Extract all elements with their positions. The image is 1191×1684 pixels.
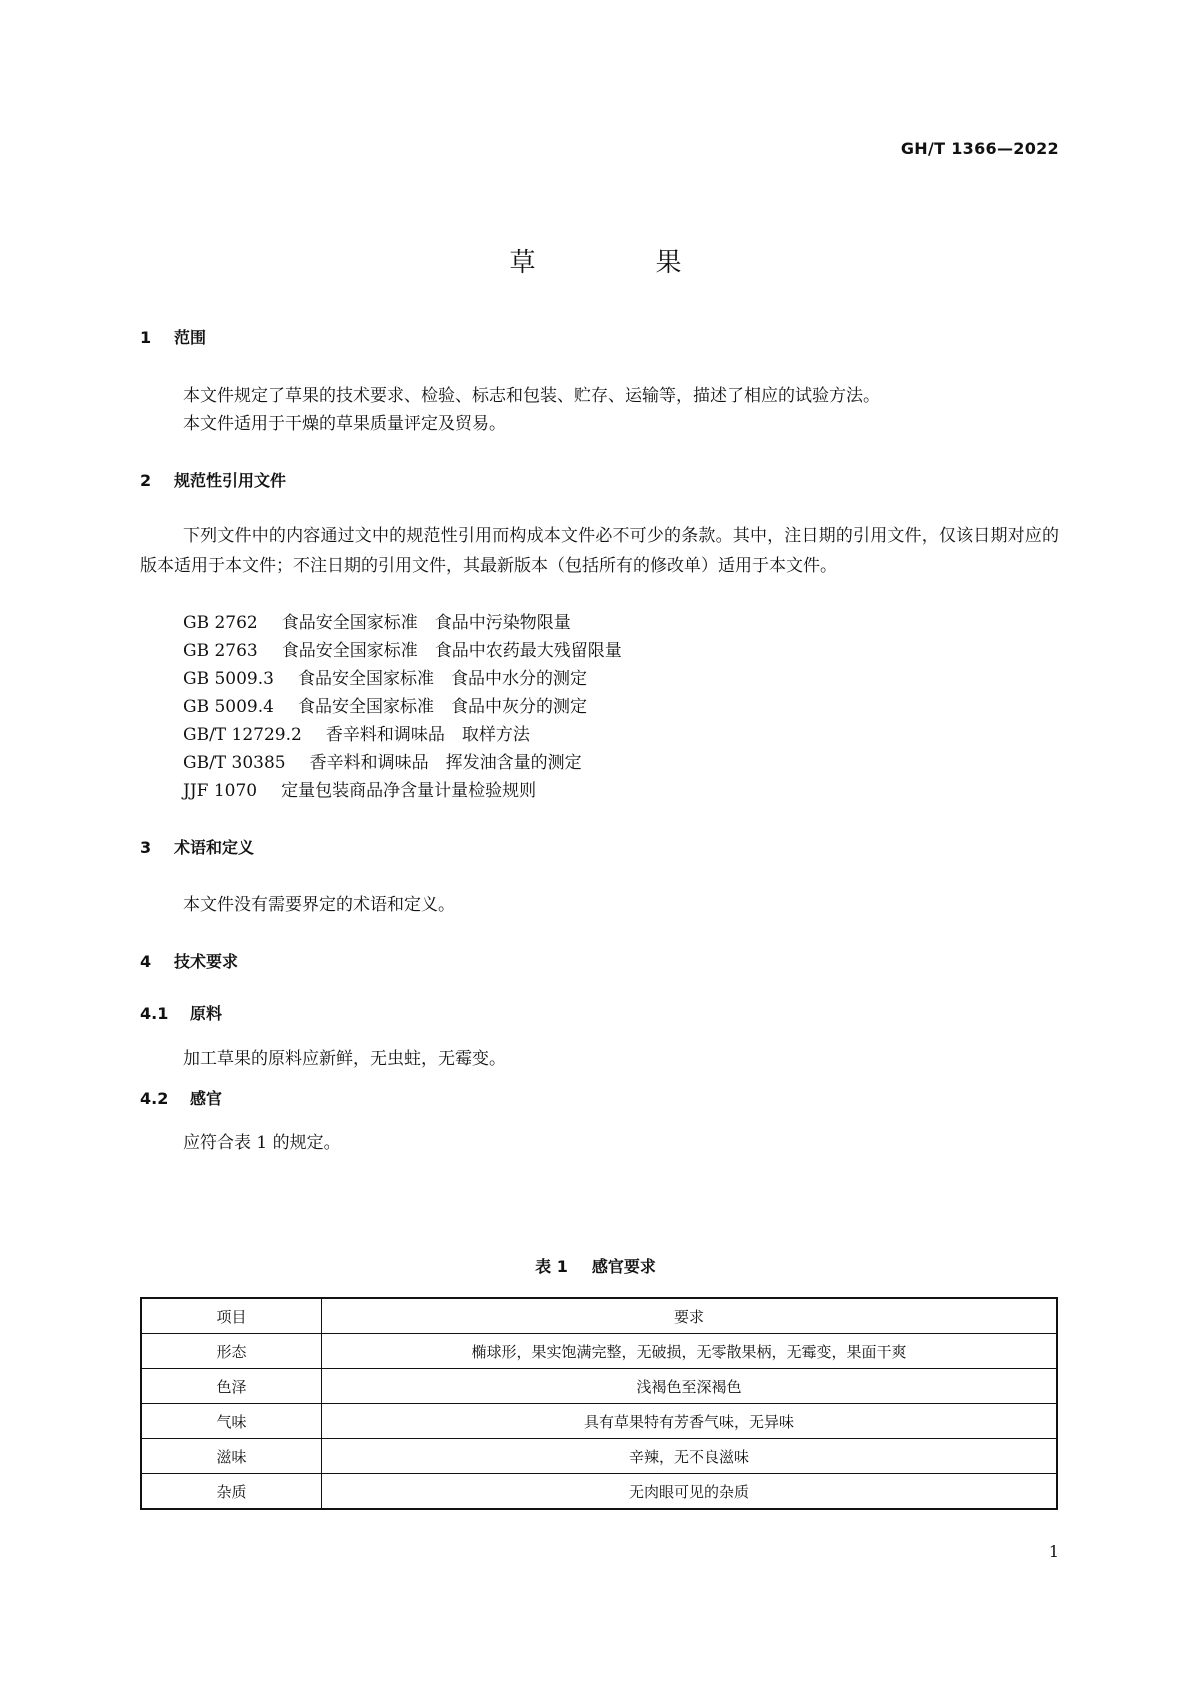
subsection-number: 4.2 xyxy=(140,1089,169,1108)
table-cell-requirement: 浅褐色至深褐色 xyxy=(322,1369,1058,1404)
section-2-heading xyxy=(140,468,286,491)
normative-reference xyxy=(183,776,536,801)
reference-code: JJF 1070 xyxy=(183,781,258,801)
table-cell-requirement: 具有草果特有芳香气味，无异味 xyxy=(322,1404,1058,1439)
section-1-heading xyxy=(140,325,206,348)
section-3-paragraph: 本文件没有需要界定的术语和定义。 xyxy=(183,895,455,915)
reference-title: 香辛料和调味品 挥发油含量的测定 xyxy=(309,753,582,773)
normative-reference xyxy=(183,748,582,773)
column-header-requirement: 要求 xyxy=(322,1298,1058,1334)
table-cell-requirement: 无肉眼可见的杂质 xyxy=(322,1474,1058,1510)
table-row xyxy=(141,1474,1057,1510)
reference-title: 食品安全国家标准 食品中灰分的测定 xyxy=(297,697,587,717)
reference-title: 食品安全国家标准 食品中水分的测定 xyxy=(297,669,587,689)
subsection-title: 原料 xyxy=(190,1004,223,1023)
table-row xyxy=(141,1369,1057,1404)
reference-code: GB/T 12729.2 xyxy=(183,725,302,745)
table-row xyxy=(141,1439,1057,1474)
subsection-4-2-heading xyxy=(140,1086,222,1109)
reference-code: GB 5009.4 xyxy=(183,697,274,717)
table-caption-number: 表 1 xyxy=(535,1257,568,1276)
subsection-4-1-heading xyxy=(140,1001,222,1024)
normative-reference xyxy=(183,720,530,745)
table-row xyxy=(141,1334,1057,1369)
table-caption-title: 感官要求 xyxy=(591,1257,656,1276)
reference-title: 香辛料和调味品 取样方法 xyxy=(325,725,530,745)
normative-reference xyxy=(183,664,587,689)
reference-code: GB 5009.3 xyxy=(183,669,274,689)
normative-reference xyxy=(183,636,622,661)
subsection-4-2-paragraph: 应符合表 1 的规定。 xyxy=(183,1133,341,1153)
table-caption xyxy=(0,1254,1191,1277)
table-cell-requirement: 辛辣，无不良滋味 xyxy=(322,1439,1058,1474)
reference-code: GB 2762 xyxy=(183,613,258,633)
column-header-item: 项目 xyxy=(141,1298,322,1334)
section-1-paragraph-1: 本文件规定了草果的技术要求、检验、标志和包装、贮存、运输等，描述了相应的试验方法。 xyxy=(183,386,880,406)
section-4-heading xyxy=(140,949,238,972)
section-3-heading xyxy=(140,835,254,858)
normative-reference xyxy=(183,692,587,717)
section-2-intro: 下列文件中的内容通过文中的规范性引用而构成本文件必不可少的条款。其中，注日期的引用文件，仅该日期对应的版本适用于本文件；不注日期的引用文件，其最新版本（包括所有的修改单）适用于本文件。 xyxy=(140,526,1059,576)
reference-title: 定量包装商品净含量计量检验规则 xyxy=(281,781,537,801)
title-char-2: 果 xyxy=(655,248,682,278)
section-1-paragraph-2: 本文件适用于干燥的草果质量评定及贸易。 xyxy=(183,414,506,434)
normative-reference xyxy=(183,608,571,633)
reference-code: GB 2763 xyxy=(183,641,258,661)
reference-title: 食品安全国家标准 食品中农药最大残留限量 xyxy=(281,641,622,661)
table-header-row xyxy=(141,1298,1057,1334)
table-cell-item: 杂质 xyxy=(141,1474,322,1510)
table-cell-item: 色泽 xyxy=(141,1369,322,1404)
section-title: 术语和定义 xyxy=(174,838,255,857)
section-number: 1 xyxy=(140,328,152,347)
section-title: 技术要求 xyxy=(174,952,239,971)
table-cell-item: 气味 xyxy=(141,1404,322,1439)
table-cell-requirement: 椭球形，果实饱满完整，无破损，无零散果柄，无霉变，果面干爽 xyxy=(322,1334,1058,1369)
section-number: 3 xyxy=(140,838,152,857)
title-char-1: 草 xyxy=(509,248,536,278)
section-number: 2 xyxy=(140,471,152,490)
sensory-requirements-table xyxy=(140,1297,1058,1510)
subsection-number: 4.1 xyxy=(140,1004,169,1023)
page-number: 1 xyxy=(1048,1542,1059,1561)
reference-title: 食品安全国家标准 食品中污染物限量 xyxy=(281,613,571,633)
table-row xyxy=(141,1404,1057,1439)
reference-code: GB/T 30385 xyxy=(183,753,286,773)
subsection-title: 感官 xyxy=(190,1089,223,1108)
document-number: GH/T 1366—2022 xyxy=(900,139,1059,158)
section-number: 4 xyxy=(140,952,152,971)
table-cell-item: 滋味 xyxy=(141,1439,322,1474)
page-title xyxy=(0,242,1191,279)
section-title: 范围 xyxy=(174,328,207,347)
table-cell-item: 形态 xyxy=(141,1334,322,1369)
subsection-4-1-paragraph: 加工草果的原料应新鲜，无虫蛀，无霉变。 xyxy=(183,1049,506,1069)
section-title: 规范性引用文件 xyxy=(174,471,287,490)
